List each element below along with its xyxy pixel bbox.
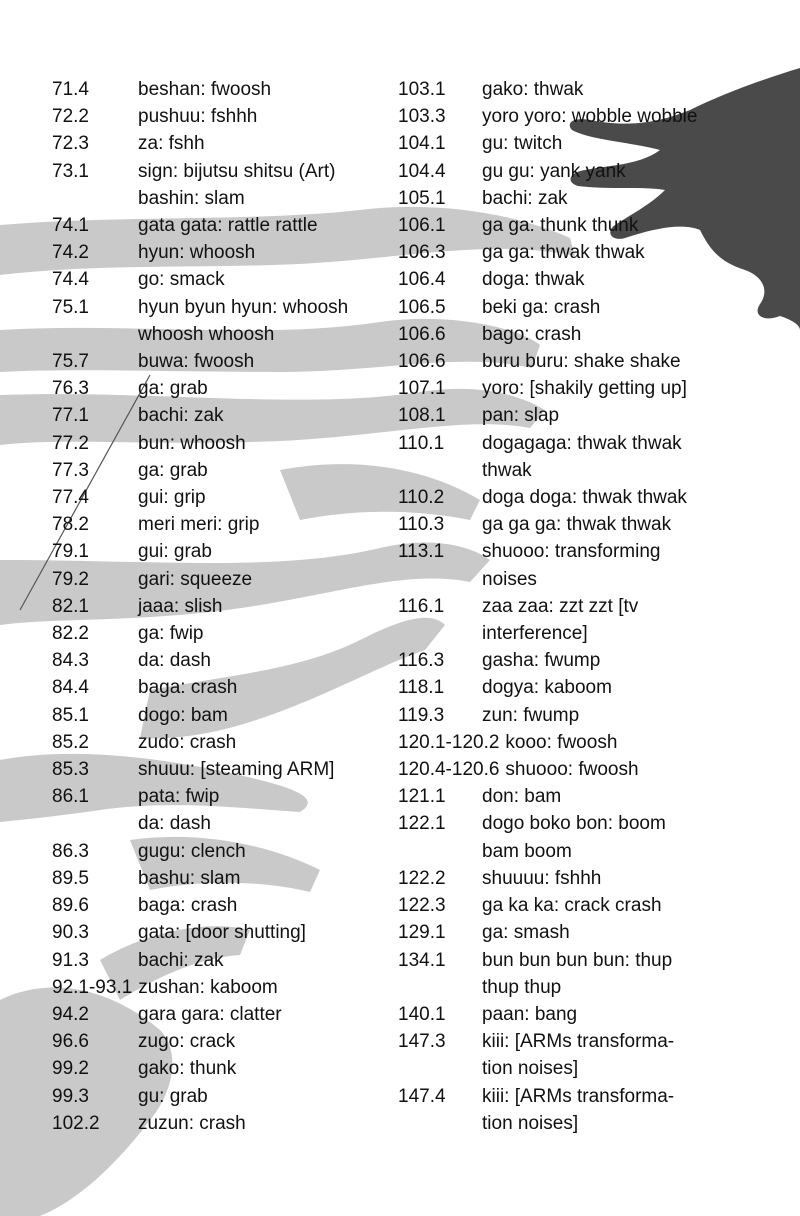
sfx-translation: gugu: clench xyxy=(138,840,246,862)
sfx-translation: shuuuu: fshhh xyxy=(482,867,602,889)
sfx-translation: ga ga: thwak thwak xyxy=(482,242,645,264)
sfx-entry xyxy=(398,892,718,919)
page-panel-ref: 119.3 xyxy=(398,704,445,726)
page-panel-ref: 103.3 xyxy=(398,106,446,128)
sfx-entry xyxy=(398,348,718,375)
sfx-entry xyxy=(52,620,392,647)
page-panel-ref: 110.1 xyxy=(398,432,445,454)
sfx-translation: yoro: [shakily getting up] xyxy=(482,378,687,400)
sfx-translation: don: bam xyxy=(482,786,562,808)
sfx-translation: da: dash xyxy=(138,650,211,672)
sfx-translation: buwa: fwoosh xyxy=(138,351,255,373)
sfx-translation: gu: grab xyxy=(138,1085,208,1107)
page-panel-ref: 118.1 xyxy=(398,677,445,699)
sfx-entry xyxy=(398,76,718,103)
page-panel-ref: 122.1 xyxy=(398,813,446,835)
page-panel-ref: 120.4-120.6 xyxy=(398,759,500,781)
page-panel-ref: 71.4 xyxy=(52,79,89,100)
page-panel-ref: 89.6 xyxy=(52,895,89,917)
sfx-translation: go: smack xyxy=(138,269,225,291)
sfx-entry xyxy=(52,974,392,1001)
sfx-translation: bashu: slam xyxy=(138,867,241,889)
sfx-entry xyxy=(398,1083,718,1137)
page-panel-ref: 116.1 xyxy=(398,595,445,617)
page-panel-ref: 106.1 xyxy=(398,215,446,237)
page-panel-ref: 75.1 xyxy=(52,296,89,318)
sfx-translation: dogo: bam xyxy=(138,704,228,726)
sfx-entry xyxy=(52,430,392,457)
page-panel-ref: 82.1 xyxy=(52,595,89,617)
page-panel-ref: 86.1 xyxy=(52,786,89,808)
sfx-translation: dogya: kaboom xyxy=(482,677,612,699)
sfx-entry xyxy=(398,402,718,429)
sfx-entry xyxy=(398,158,718,185)
sfx-entry xyxy=(52,212,392,239)
sfx-translation: gako: thwak xyxy=(482,79,584,100)
page-panel-ref: 77.3 xyxy=(52,459,89,481)
sfx-translation: doga: thwak xyxy=(482,269,585,291)
sfx-entry xyxy=(398,647,718,674)
page-panel-ref: 116.3 xyxy=(398,650,445,672)
sfx-translation: yoro yoro: wobble wobble xyxy=(482,106,698,128)
sfx-translation: gui: grab xyxy=(138,541,212,563)
sfx-translation: baga: crash xyxy=(138,677,238,699)
sfx-translation: dogagaga: thwak thwak thwak xyxy=(482,432,682,481)
sfx-entry xyxy=(398,484,718,511)
sfx-translation: buru buru: shake shake xyxy=(482,351,681,373)
sfx-entry xyxy=(52,130,392,157)
page-panel-ref: 122.3 xyxy=(398,895,446,917)
sfx-entry xyxy=(52,838,392,865)
sfx-translation: zushan: kaboom xyxy=(138,976,278,998)
page-panel-ref: 73.1 xyxy=(52,160,89,182)
sfx-translation: beki ga: crash xyxy=(482,296,601,318)
page-panel-ref: 105.1 xyxy=(398,187,446,209)
sfx-translation: shuuu: [steaming ARM] xyxy=(138,759,335,781)
page-panel-ref: 77.1 xyxy=(52,405,89,427)
sfx-entry xyxy=(398,702,718,729)
sfx-translation: sign: bijutsu shitsu (Art) bashin: slam xyxy=(138,160,336,209)
sfx-translation: zuzun: crash xyxy=(138,1112,246,1134)
page-panel-ref: 103.1 xyxy=(398,79,446,100)
sfx-entry xyxy=(52,103,392,130)
sfx-entry xyxy=(52,566,392,593)
sfx-translation: baga: crash xyxy=(138,895,238,917)
sfx-entry xyxy=(52,266,392,293)
sfx-translation: gui: grip xyxy=(138,487,206,509)
sfx-translation: ga: grab xyxy=(138,378,208,400)
sfx-translation: ga: fwip xyxy=(138,623,204,645)
sfx-entry xyxy=(398,865,718,892)
sfx-entry xyxy=(52,538,392,565)
page-panel-ref: 79.2 xyxy=(52,568,89,590)
sfx-translation: bun bun bun bun: thup thup thup xyxy=(482,949,673,998)
page-panel-ref: 102.2 xyxy=(52,1112,100,1134)
sfx-entry xyxy=(52,865,392,892)
sfx-translation: gara gara: clatter xyxy=(138,1003,282,1025)
page-panel-ref: 75.7 xyxy=(52,351,89,373)
page-panel-ref: 106.6 xyxy=(398,351,446,373)
page-panel-ref: 120.1-120.2 xyxy=(398,731,500,753)
sfx-translation: ga ga ga: thwak thwak xyxy=(482,514,672,536)
sfx-translation: shuooo: fwoosh xyxy=(505,759,639,781)
sfx-translation: pushuu: fshhh xyxy=(138,106,258,128)
sfx-translation: pan: slap xyxy=(482,405,560,427)
sfx-entry xyxy=(398,212,718,239)
sfx-translation: za: fshh xyxy=(138,133,205,155)
page-panel-ref: 147.3 xyxy=(398,1031,446,1053)
page-panel-ref: 99.2 xyxy=(52,1058,89,1080)
sfx-entry xyxy=(52,158,392,212)
sfx-entry xyxy=(52,239,392,266)
page-panel-ref: 134.1 xyxy=(398,949,446,971)
page-panel-ref: 92.1-93.1 xyxy=(52,976,133,998)
sfx-translation: gata gata: rattle rattle xyxy=(138,215,318,237)
sfx-translation: ga: grab xyxy=(138,459,208,481)
sfx-entry xyxy=(398,103,718,130)
page-panel-ref: 106.3 xyxy=(398,242,446,264)
sfx-entry xyxy=(398,810,718,864)
sfx-entry xyxy=(52,1110,392,1137)
sfx-translation: kooo: fwoosh xyxy=(505,731,618,753)
sfx-translation: gu gu: yank yank xyxy=(482,160,626,182)
sfx-entry xyxy=(52,76,392,103)
sfx-entry xyxy=(52,294,392,348)
sfx-translation: ga ka ka: crack crash xyxy=(482,895,662,917)
page-panel-ref: 107.1 xyxy=(398,378,446,400)
sfx-entry xyxy=(52,402,392,429)
sfx-entry xyxy=(398,130,718,157)
page-panel-ref: 99.3 xyxy=(52,1085,89,1107)
sfx-entry xyxy=(52,511,392,538)
page-panel-ref: 94.2 xyxy=(52,1003,89,1025)
page-panel-ref: 74.4 xyxy=(52,269,89,291)
sfx-entry xyxy=(398,919,718,946)
page-panel-ref: 110.2 xyxy=(398,487,445,509)
sfx-entry xyxy=(398,375,718,402)
sfx-entry xyxy=(398,729,718,756)
sfx-entry xyxy=(52,647,392,674)
sfx-translation: meri meri: grip xyxy=(138,514,260,536)
sfx-translation: kiii: [ARMs transforma- tion noises] xyxy=(482,1031,675,1080)
sfx-translation: beshan: fwoosh xyxy=(138,79,272,100)
sfx-translation: bachi: zak xyxy=(482,187,568,209)
sfx-entry xyxy=(52,756,392,783)
page-panel-ref: 85.3 xyxy=(52,759,89,781)
sfx-translation: bachi: zak xyxy=(138,949,224,971)
sfx-entry xyxy=(52,674,392,701)
page-panel-ref: 110.3 xyxy=(398,514,445,536)
page-panel-ref: 77.2 xyxy=(52,432,89,454)
page-panel-ref: 84.4 xyxy=(52,677,89,699)
page-panel-ref: 72.2 xyxy=(52,106,89,128)
sfx-translation: ga ga: thunk thunk xyxy=(482,215,639,237)
sfx-translation: doga doga: thwak thwak xyxy=(482,487,687,509)
sfx-translation: gasha: fwump xyxy=(482,650,601,672)
sfx-entry xyxy=(52,375,392,402)
right-column xyxy=(398,76,718,1137)
page-panel-ref: 104.4 xyxy=(398,160,446,182)
page-panel-ref: 85.2 xyxy=(52,731,89,753)
sfx-entry xyxy=(398,1001,718,1028)
sfx-translation: bachi: zak xyxy=(138,405,224,427)
page-panel-ref: 91.3 xyxy=(52,949,89,971)
page-panel-ref: 96.6 xyxy=(52,1031,89,1053)
sfx-entry xyxy=(398,756,718,783)
page-panel-ref: 140.1 xyxy=(398,1003,446,1025)
sfx-translation: zun: fwump xyxy=(482,704,580,726)
page-panel-ref: 121.1 xyxy=(398,786,446,808)
sfx-translation: zudo: crash xyxy=(138,731,237,753)
sfx-entry xyxy=(398,511,718,538)
sfx-entry xyxy=(398,185,718,212)
sfx-translation: hyun: whoosh xyxy=(138,242,256,264)
page-panel-ref: 79.1 xyxy=(52,541,89,563)
page-panel-ref: 106.5 xyxy=(398,296,446,318)
sfx-translation: kiii: [ARMs transforma- tion noises] xyxy=(482,1085,675,1134)
sfx-entry xyxy=(398,266,718,293)
page-panel-ref: 82.2 xyxy=(52,623,89,645)
sfx-entry xyxy=(398,593,718,647)
page-panel-ref: 86.3 xyxy=(52,840,89,862)
page-panel-ref: 113.1 xyxy=(398,541,445,563)
page-panel-ref: 72.3 xyxy=(52,133,89,155)
page-panel-ref: 77.4 xyxy=(52,487,89,509)
sfx-translation: jaaa: slish xyxy=(138,595,223,617)
sfx-entry xyxy=(398,430,718,484)
page-panel-ref: 108.1 xyxy=(398,405,446,427)
page-panel-ref: 84.3 xyxy=(52,650,89,672)
sfx-entry xyxy=(52,1055,392,1082)
page-panel-ref: 85.1 xyxy=(52,704,89,726)
sfx-entry xyxy=(52,729,392,756)
sfx-translation: shuooo: transforming noises xyxy=(482,541,661,590)
sfx-entry xyxy=(398,239,718,266)
page-panel-ref: 147.4 xyxy=(398,1085,446,1107)
sfx-entry xyxy=(52,783,392,837)
page-panel-ref: 106.4 xyxy=(398,269,446,291)
page-panel-ref: 74.2 xyxy=(52,242,89,264)
sfx-translation: dogo boko bon: boom bam boom xyxy=(482,813,666,862)
sfx-entry xyxy=(52,457,392,484)
sfx-entry xyxy=(52,593,392,620)
sfx-translation: pata: fwip da: dash xyxy=(138,786,220,835)
sfx-entry xyxy=(52,892,392,919)
page-panel-ref: 129.1 xyxy=(398,922,446,944)
sfx-entry xyxy=(398,674,718,701)
sfx-translation: hyun byun hyun: whoosh whoosh whoosh xyxy=(138,296,349,345)
sfx-translation: zaa zaa: zzt zzt [tv interference] xyxy=(482,595,639,645)
sfx-translation: ga: smash xyxy=(482,922,570,944)
page-panel-ref: 122.2 xyxy=(398,867,446,889)
page-panel-ref: 76.3 xyxy=(52,378,89,400)
sfx-translation: gata: [door shutting] xyxy=(138,922,306,944)
sfx-entry xyxy=(398,783,718,810)
page-panel-ref: 74.1 xyxy=(52,215,89,237)
page-panel-ref: 89.5 xyxy=(52,867,89,889)
page-panel-ref: 78.2 xyxy=(52,514,89,536)
sfx-translation: zugo: crack xyxy=(138,1031,236,1053)
sfx-translation: bun: whoosh xyxy=(138,432,246,454)
sfx-translation: paan: bang xyxy=(482,1003,578,1025)
sfx-entry xyxy=(52,348,392,375)
left-column xyxy=(52,76,392,1137)
sfx-entry xyxy=(52,919,392,946)
sfx-entry xyxy=(398,321,718,348)
sfx-entry xyxy=(52,702,392,729)
page-panel-ref: 90.3 xyxy=(52,922,89,944)
sfx-entry xyxy=(52,947,392,974)
sfx-translation: gu: twitch xyxy=(482,133,563,155)
page-panel-ref: 106.6 xyxy=(398,323,446,345)
sfx-entry xyxy=(398,294,718,321)
sfx-entry xyxy=(52,1028,392,1055)
page-panel-ref: 104.1 xyxy=(398,133,446,155)
sfx-translation: gako: thunk xyxy=(138,1058,237,1080)
sfx-entry xyxy=(398,1028,718,1082)
sfx-entry xyxy=(52,1001,392,1028)
sfx-entry xyxy=(52,1083,392,1110)
sfx-entry xyxy=(52,484,392,511)
sfx-entry xyxy=(398,947,718,1001)
sfx-translation: bago: crash xyxy=(482,323,582,345)
sfx-translation: gari: squeeze xyxy=(138,568,253,590)
sfx-entry xyxy=(398,538,718,592)
